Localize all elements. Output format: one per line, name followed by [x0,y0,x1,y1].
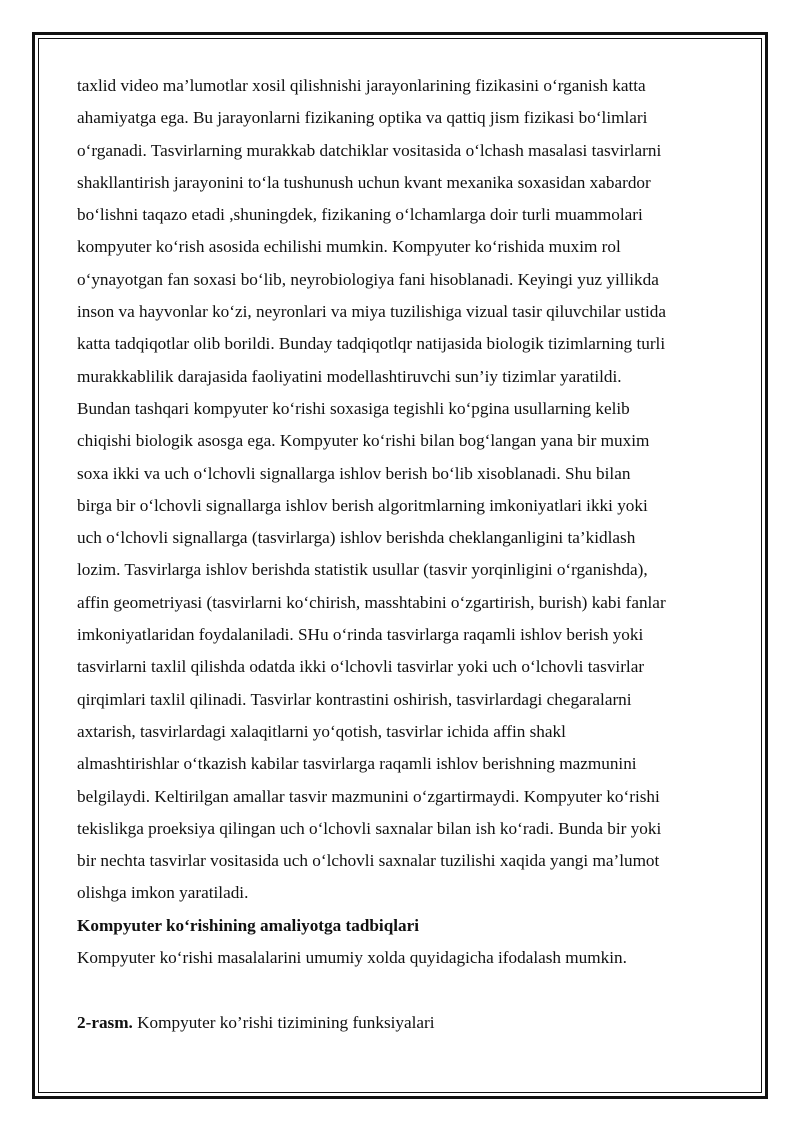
text-line: kompyuter ko‘rish asosida echilishi mumkin. Kompyuter ko‘rishida muxim rol [77,237,621,257]
figure-caption-text: Kompyuter ko’rishi tizimining funksiyalari [132,1012,435,1032]
text-line: imkoniyatlaridan foydalaniladi. SHu o‘rinda tasvirlarga raqamli ishlov berish yoki [77,625,644,645]
section-intro-text: Kompyuter ko‘rishi masalalarini umumiy xolda quyidagicha ifodalash mumkin. [77,948,627,968]
document-body [77,70,725,1039]
text-line: bir nechta tasvirlar vositasida uch o‘lchovli saxnalar tuzilishi xaqida yangi ma’lumot [77,851,660,871]
text-line: taxlid video ma’lumotlar xosil qilishnishi jarayonlarining fizikasini o‘rganish katta [77,76,646,95]
text-line: olishga imkon yaratiladi. [77,883,249,903]
section-heading: Kompyuter ko‘rishining amaliyotga tadbiqlari [77,915,420,935]
text-line: Bundan tashqari kompyuter ko‘rishi soxasiga tegishli ko‘pgina usullarning kelib [77,398,630,418]
text-line: katta tadqiqotlar olib borildi. Bunday tadqiqotlqr natijasida biologik tizimlarning turli [77,334,666,354]
figure-caption [77,1007,725,1039]
figure-caption-label: 2-rasm. [77,1012,133,1032]
text-line: tasvirlarni taxlil qilishda odatda ikki o‘lchovli tasvirlar yoki uch o‘lchovli tasvirlar [77,657,645,677]
text-line: murakkablilik darajasida faoliyatini modellashtiruvchi sun’iy tizimlar yaratildi. [77,366,622,386]
text-line: uch o‘lchovli signallarga (tasvirlarga) ishlov berishda cheklanganligini ta’kidlash [77,528,636,548]
text-line: o‘ynayotgan fan soxasi bo‘lib, neyrobiologiya fani hisoblanadi. Keyingi yuz yillikda [77,269,659,289]
text-line: qirqimlari taxlil qilinadi. Tasvirlar kontrastini oshirish, tasvirlardagi chegaralarni [77,689,632,709]
text-line: belgilaydi. Keltirilgan amallar tasvir mazmunini o‘zgartirmaydi. Kompyuter ko‘rishi [77,786,660,806]
text-line: o‘rganadi. Tasvirlarning murakkab datchiklar vositasida o‘lchash masalasi tasvirlarni [77,140,662,160]
text-line: shakllantirish jarayonini to‘la tushunush uchun kvant mexanika soxasidan xabardor [77,172,651,192]
text-line: almashtirishlar o‘tkazish kabilar tasvirlarga raqamli ishlov berishning mazmunini [77,754,637,774]
text-line: lozim. Tasvirlarga ishlov berishda statistik usullar (tasvir yorqinligini o‘rganishda), [77,560,648,580]
paragraph [77,70,725,910]
text-line: affin geometriyasi (tasvirlarni ko‘chirish, masshtabini o‘zgartirish, burish) kabi fanlar [77,592,666,612]
text-line: bo‘lishni taqazo etadi ,shuningdek, fizikaning o‘lchamlarga doir turli muammolari [77,205,643,225]
text-line: soxa ikki va uch o‘lchovli signallarga ishlov berish bo‘lib xisoblanadi. Shu bilan [77,463,631,483]
text-line: axtarish, tasvirlardagi xalaqitlarni yo‘qotish, tasvirlar ichida affin shakl [77,721,566,741]
text-line: chiqishi biologik asosga ega. Kompyuter ko‘rishi bilan bog‘langan yana bir muxim [77,431,650,451]
text-line: tekislikga proeksiya qilingan uch o‘lchovli saxnalar bilan ish ko‘radi. Bunda bir yoki [77,818,662,838]
blank-line [77,974,725,1006]
text-line: birga bir o‘lchovli signallarga ishlov berish algoritmlarning imkoniyatlari ikki yoki [77,495,648,515]
text-line: inson va hayvonlar ko‘zi, neyronlari va miya tuzilishiga vizual tasir qiluvchilar ustida [77,302,666,322]
text-line: ahamiyatga ega. Bu jarayonlarni fizikaning optika va qattiq jism fizikasi bo‘limlari [77,108,648,128]
